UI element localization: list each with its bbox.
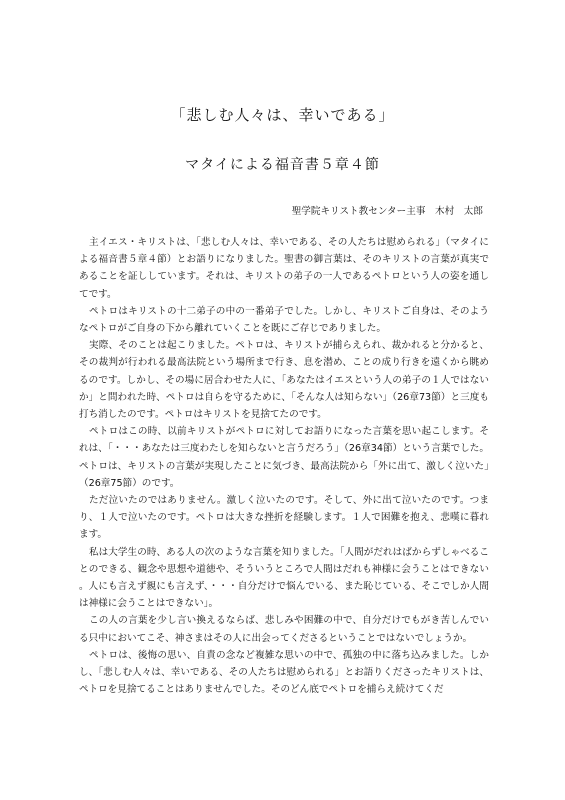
author-line: 聖学院キリスト教センター主事 木村 太郎 bbox=[291, 206, 483, 217]
document-title: 「悲しむ人々は、幸いである」 bbox=[170, 106, 395, 124]
scripture-reference: マタイによる福音書５章４節 bbox=[185, 157, 380, 173]
body-paragraph: 実際、そのことは起こりました。ペトロは、キリストが捕らえられ、裁かれると分かると、その裁判が行われる最高法院という場所まで行き、息を潜め、ことの成り行きを遠くから眺めるのです。しかし、その場に居合わせた人に、「あなたはイエスという人の弟子の１人ではないか」と問われた時、ペトロは自らを守るために、「そんな人は知らない」（26章73節）と三度も打ち消したのです。ペトロはキリストを見捨てたのです。 bbox=[79, 340, 489, 421]
body-paragraph: ペトロは、後悔の思い、自責の念など複雑な思いの中で、孤独の中に落ち込みました。しかし、「悲しむ人々は、幸いである、その人たちは慰められる」とお語りくださったキリストは、ペトロを見捨てることはありませんでした。そのどん底でペトロを捕らえ続けてくだ bbox=[79, 649, 489, 696]
body-paragraph: 主イエス・キリストは、「悲しむ人々は、幸いである、その人たちは慰められる」（マタイによる福音書５章４節）とお語りになりました。聖書の御言葉は、そのキリストの言葉が真実であることを証ししています。それは、キリストの弟子の一人であるペトロという人の姿を通してです。 bbox=[79, 237, 489, 300]
body-paragraph: ペトロはキリストの十二弟子の中の一番弟子でした。しかし、キリストご自身は、そのようなペトロがご自身の下から離れていくことを既にご存じでありました。 bbox=[79, 305, 489, 335]
body-paragraph: ただ泣いたのではありません。激しく泣いたのです。そして、外に出て泣いたのです。つまり、１人で泣いたのです。ペトロは大きな挫折を経験します。１人で困難を抱え、悲嘆に暮れます。 bbox=[79, 495, 489, 541]
body-paragraph: この人の言葉を少し言い換えるならば、悲しみや困難の中で、自分だけでもがき苦しんでいる只中においてこそ、神さまはその人に出会ってくださるということではないでしょうか。 bbox=[79, 615, 489, 644]
document-body bbox=[79, 234, 489, 698]
body-paragraph: ペトロはこの時、以前キリストがペトロに対してお語りになった言葉を思い起こします。それは、「・・・あなたは三度わたしを知らないと言うだろう」（26章34節）という言葉でした。ペトロは、キリストの言葉が実現したことに気づき、最高法院から「外に出て、激しく泣いた」（26章75節）のです。 bbox=[79, 426, 489, 489]
body-paragraph: 私は大学生の時、ある人の次のような言葉を知りました。「人間がだれはばからずしゃべることのできる、観念や思想や道徳や、そういうところで人間はだれも神様に会うことはできない。人にも言えず親にも言えず、・・・自分だけで悩んでいる、また恥じている、そこでしか人間は神様に会うことはできない」。 bbox=[79, 546, 489, 610]
